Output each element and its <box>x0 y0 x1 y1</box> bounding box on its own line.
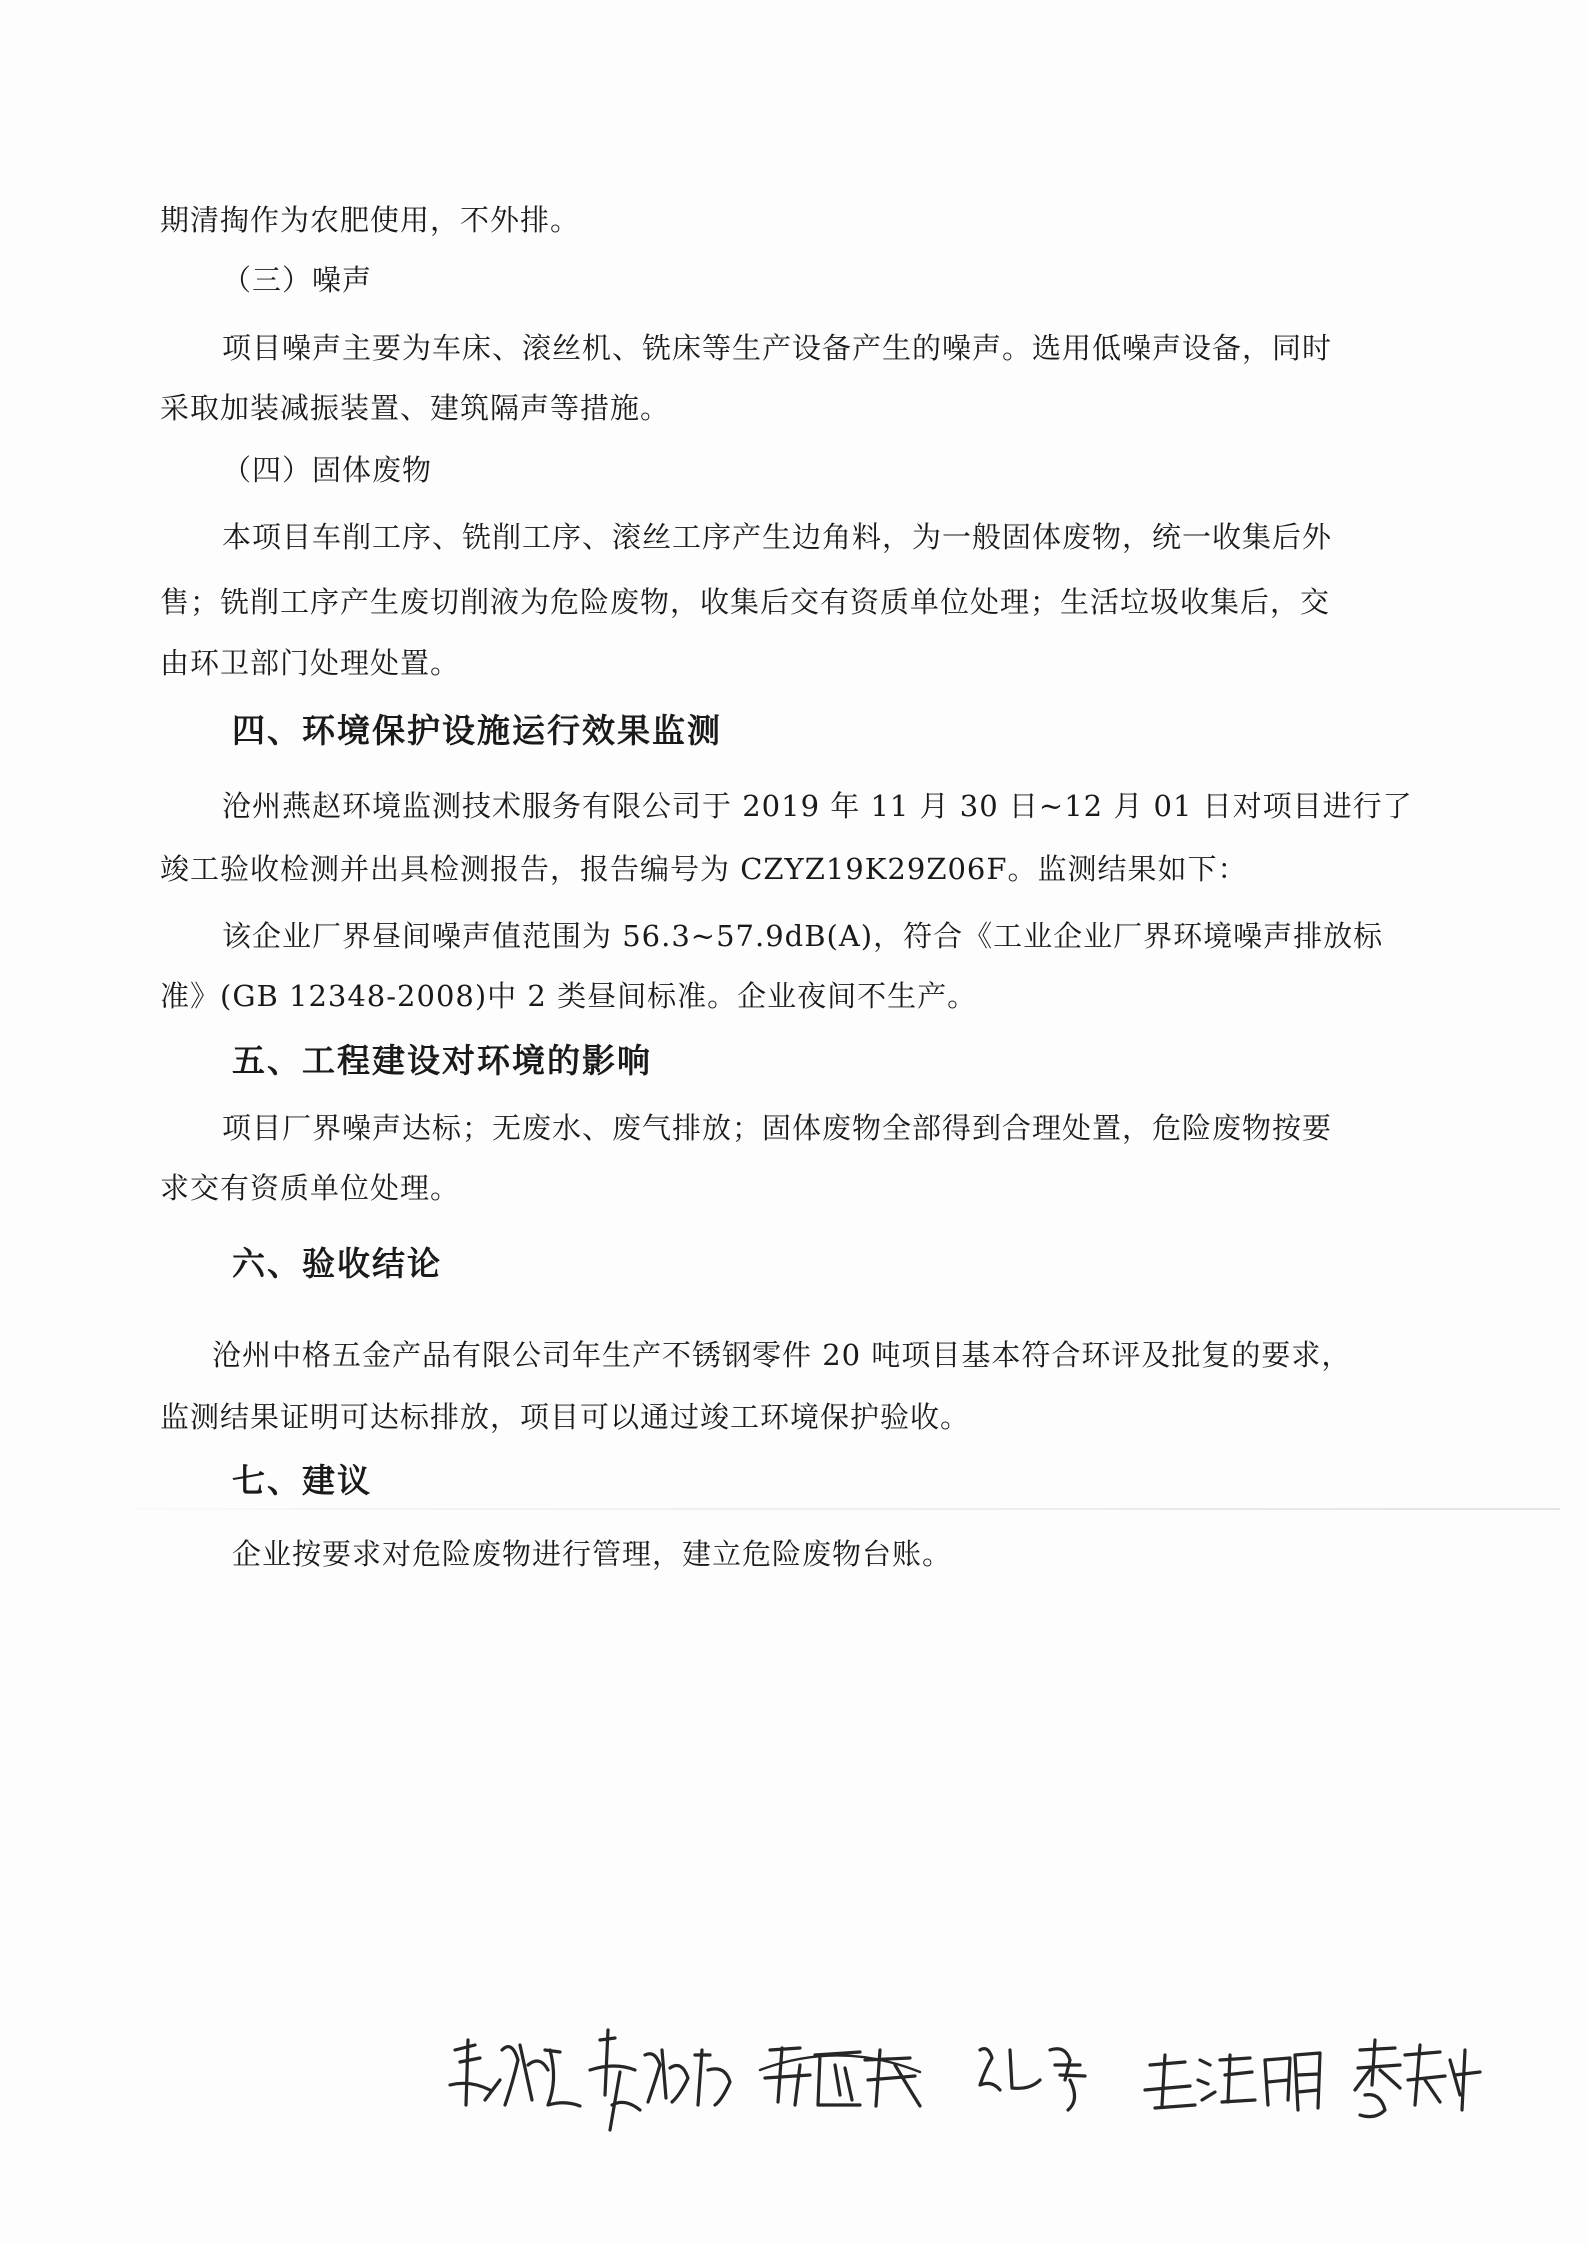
scan-artifact-line <box>60 1508 1560 1510</box>
paragraph-line: 由环卫部门处理处置。 <box>160 646 461 680</box>
section-heading-monitoring: 四、环境保护设施运行效果监测 <box>232 711 722 750</box>
paragraph-line: 采取加装减振装置、建筑隔声等措施。 <box>160 391 671 425</box>
signature-area <box>440 2010 1490 2140</box>
section-heading-suggestion: 七、建议 <box>232 1461 372 1500</box>
paragraph-line: 本项目车削工序、铣削工序、滚丝工序产生边角料，为一般固体废物，统一收集后外 <box>222 520 1333 554</box>
paragraph-line: 求交有资质单位处理。 <box>160 1171 461 1205</box>
paragraph-line: 该企业厂界昼间噪声值范围为 56.3~57.9dB(A)，符合《工业企业厂界环境噪声排放标 <box>222 919 1384 953</box>
paragraph-line: 沧州燕赵环境监测技术服务有限公司于 2019 年 11 月 30 日~12 月 01 日对项目进行了 <box>222 789 1413 823</box>
subsection-heading-noise: （三）噪声 <box>222 263 373 297</box>
signatures-drawing <box>440 2010 1490 2140</box>
paragraph-line: 项目厂界噪声达标；无废水、废气排放；固体废物全部得到合理处置，危险废物按要 <box>222 1111 1333 1145</box>
paragraph-line: 企业按要求对危险废物进行管理，建立危险废物台账。 <box>232 1537 953 1571</box>
subsection-heading-solid-waste: （四）固体废物 <box>222 453 433 487</box>
paragraph-line: 项目噪声主要为车床、滚丝机、铣床等生产设备产生的噪声。选用低噪声设备，同时 <box>222 331 1333 365</box>
paragraph-line: 准》(GB 12348-2008)中 2 类昼间标准。企业夜间不生产。 <box>160 979 978 1013</box>
paragraph-line: 竣工验收检测并出具检测报告，报告编号为 CZYZ19K29Z06F。监测结果如下： <box>160 852 1248 886</box>
paragraph-line: 监测结果证明可达标排放，项目可以通过竣工环境保护验收。 <box>160 1400 971 1434</box>
paragraph-line: 沧州中格五金产品有限公司年生产不锈钢零件 20 吨项目基本符合环评及批复的要求， <box>212 1338 1352 1372</box>
section-heading-impact: 五、工程建设对环境的影响 <box>232 1041 652 1080</box>
paragraph-line: 售；铣削工序产生废切削液为危险废物，收集后交有资质单位处理；生活垃圾收集后，交 <box>160 585 1331 619</box>
paragraph-line: 期清掏作为农肥使用，不外排。 <box>160 203 581 237</box>
section-heading-conclusion: 六、验收结论 <box>232 1244 442 1283</box>
